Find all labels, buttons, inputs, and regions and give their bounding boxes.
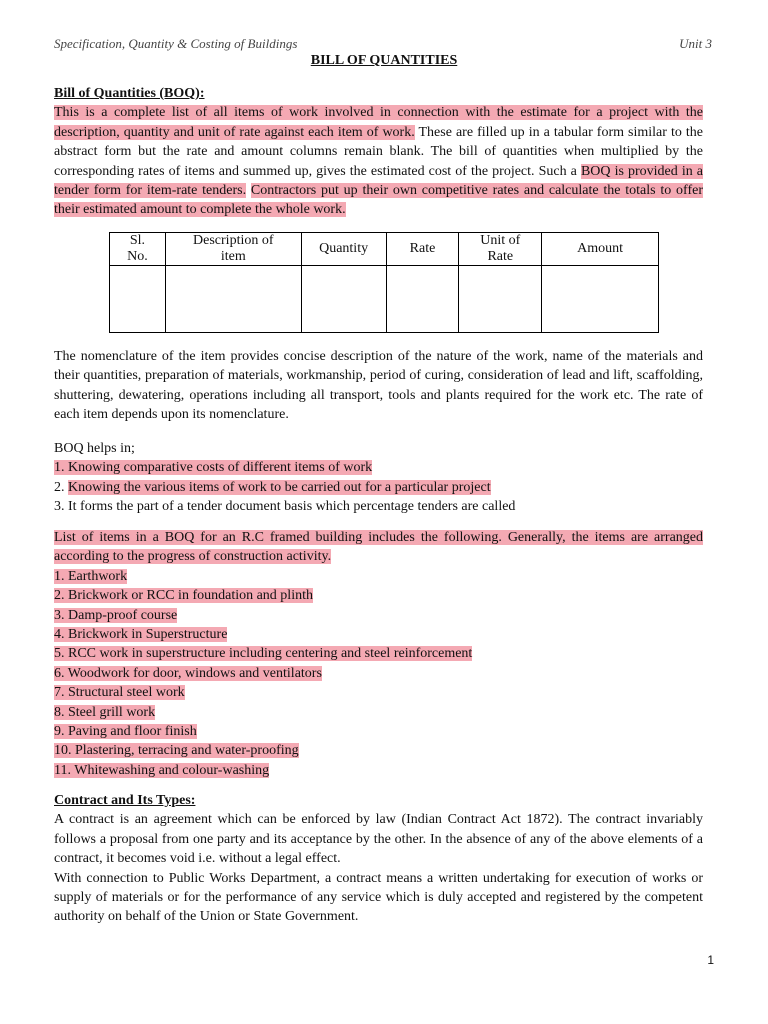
list-item — [54, 586, 703, 605]
highlight: 1. Earthwork — [54, 568, 128, 584]
contract-paragraph-2: With connection to Public Works Department, a contract means a written undertaking for execution of works or supply of materials or for the performance of any service which is duly accepted and registered by the competent authority on behalf of the Union or State Government. — [54, 870, 703, 925]
list-item — [54, 664, 703, 683]
highlight: 8. Steel grill work — [54, 704, 156, 720]
list-item — [54, 567, 703, 586]
highlight: BOQ is provided in a tender form for item-rate tenders. — [54, 163, 704, 199]
header-line: Quantity — [319, 241, 369, 256]
col-header-amount — [542, 233, 659, 266]
col-header-sl-no — [110, 233, 166, 266]
list-item — [54, 683, 703, 702]
boq-table — [109, 232, 659, 333]
helps-intro: BOQ helps in; — [54, 441, 135, 456]
list-item — [54, 458, 703, 477]
table-row — [110, 266, 659, 333]
list-item — [54, 478, 703, 497]
highlight: 1. Knowing comparative costs of different items of work — [54, 460, 373, 476]
header-line: Unit of — [480, 233, 521, 248]
header-line: item — [220, 249, 246, 264]
table-header-row — [110, 233, 659, 266]
header-line: Description of — [193, 233, 274, 248]
running-header-title: Specification, Quantity & Costing of Buildings — [54, 36, 298, 51]
boq-definition-paragraph — [54, 103, 703, 219]
col-header-description — [165, 233, 301, 266]
table-cell — [110, 266, 166, 333]
nomenclature-paragraph: The nomenclature of the item provides concise description of the nature of the work, name of the materials and their quantities, preparation of materials, workmanship, period of curing, consideration of lead and lift, scaffolding, shuttering, dewatering, operations including all transport, tools and plants required for the work etc. The rate of each item depends upon its nomenclature. — [54, 349, 703, 423]
list-item — [54, 625, 703, 644]
page-number: 1 — [707, 953, 714, 967]
highlight: Knowing the various items of work to be carried out for a particular project — [68, 479, 491, 495]
highlight: 7. Structural steel work — [54, 685, 185, 701]
contract-section — [54, 791, 703, 927]
contract-paragraph-1: A contract is an agreement which can be enforced by law (Indian Contract Act 1872). The contract invariably follows a proposal from one party and its acceptance by the other. In the absence of any of the above elements of a contract, it becomes void i.e. without a legal effect. — [54, 812, 703, 867]
boq-helps-section — [54, 439, 703, 517]
text-run: 2. — [54, 479, 68, 495]
rc-items-section — [54, 528, 703, 780]
contract-heading: Contract and Its Types: — [54, 793, 196, 808]
boq-heading: Bill of Quantities (BOQ): — [54, 86, 205, 101]
table-cell — [542, 266, 659, 333]
col-header-rate — [386, 233, 459, 266]
highlight: Contractors put up their own competitive rates and calculate the totals to offer their estimated amount to complete the whole work. — [54, 183, 704, 218]
highlight: 9. Paving and floor finish — [54, 724, 197, 740]
nomenclature-section — [54, 347, 703, 425]
table-cell — [459, 266, 542, 333]
highlight: 5. RCC work in superstructure including centering and steel reinforcement — [54, 646, 473, 662]
list-item — [54, 761, 703, 780]
header-line: No. — [127, 249, 148, 264]
list-item — [54, 722, 703, 741]
highlight: 3. Damp-proof course — [54, 607, 178, 623]
list-item: 3. It forms the part of a tender document basis which percentage tenders are called — [54, 499, 516, 515]
highlight: 4. Brickwork in Superstructure — [54, 627, 228, 643]
header-line: Amount — [577, 241, 624, 256]
highlight: 2. Brickwork or RCC in foundation and plinth — [54, 588, 313, 604]
rc-items-list — [54, 567, 703, 780]
header-line: Sl. — [129, 233, 146, 248]
col-header-quantity — [301, 233, 386, 266]
table-cell — [165, 266, 301, 333]
running-header-unit: Unit 3 — [679, 36, 712, 51]
list-item — [54, 644, 703, 663]
col-header-unit-of-rate — [459, 233, 542, 266]
page-title: BILL OF QUANTITIES — [310, 53, 458, 68]
highlight: This is a complete list of all items of work involved in connection with the estimate for a project with the description, quantity and unit of rate against each item of work. — [54, 105, 703, 140]
rc-list-intro — [54, 528, 703, 567]
list-item — [54, 606, 703, 625]
list-item — [54, 703, 703, 722]
list-item — [54, 741, 703, 760]
header-line: Rate — [487, 249, 514, 264]
highlight: 6. Woodwork for door, windows and ventilators — [54, 665, 322, 681]
boq-section — [54, 84, 703, 220]
text-run: These are filled up in a tabular form similar to the abstract form but the rate and amount columns remain blank. The bill of quantities when multiplied by the corresponding rates of items and summed up, gives the estimated cost of the project. Such a — [54, 124, 704, 179]
highlight: 10. Plastering, terracing and water-proofing — [54, 743, 299, 759]
highlight: List of items in a BOQ for an R.C framed building includes the following. Generally, the items are arranged according to the progress of construction activity. — [54, 530, 703, 565]
table-cell — [301, 266, 386, 333]
header-line: Rate — [409, 241, 436, 256]
table-cell — [386, 266, 459, 333]
highlight: 11. Whitewashing and colour-washing — [54, 762, 270, 778]
